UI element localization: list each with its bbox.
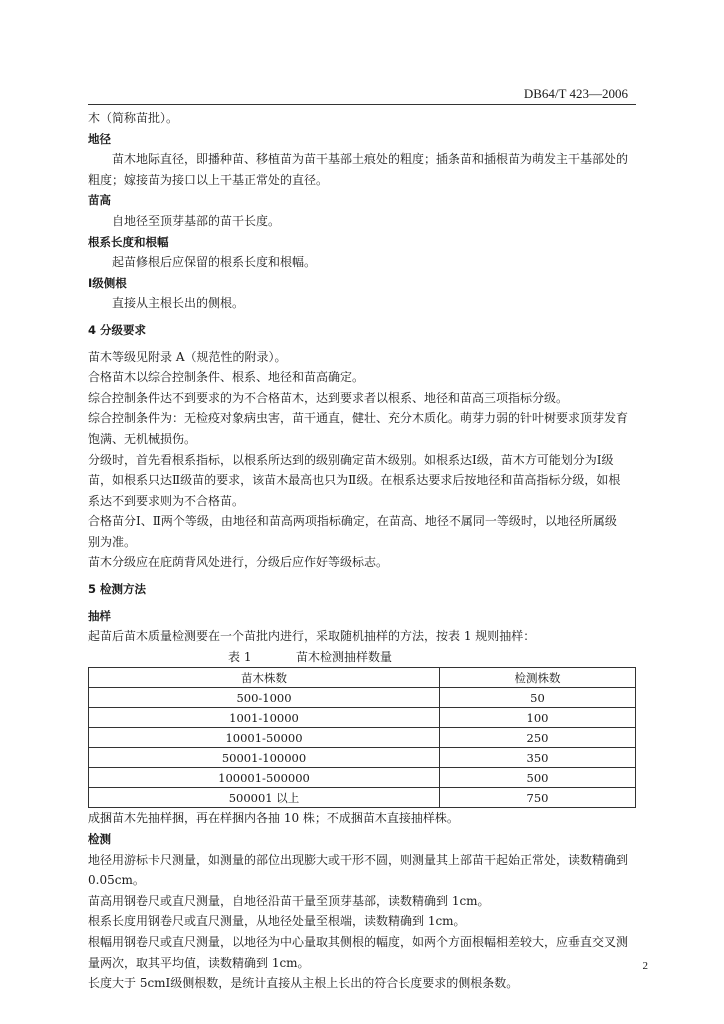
detection-line: 根幅用钢卷尺或直尺测量，以地径为中心量取其侧根的幅度，如两个方面根幅相差较大，应垂直交叉测 (88, 935, 629, 949)
document-body (88, 108, 658, 994)
term-definition-line: 直接从主根长出的侧根。 (112, 296, 245, 311)
table-cell: 250 (440, 728, 636, 748)
detection-line: 地径用游标卡尺测量，如测量的部位出现膨大或干形不圆，则测量其上部苗干起始正常处，读数精确到 (88, 852, 629, 867)
table-cell: 500001 以上 (89, 788, 440, 808)
section-line: 综合控制条件达不到要求的为不合格苗木，达到要求者以根系、地径和苗高三项指标分级。 (88, 390, 569, 405)
paragraph: 木（简称苗批）。 (88, 111, 179, 125)
table-cell: 1001-10000 (89, 708, 440, 728)
term-title-lateral-root: Ⅰ级侧根 (88, 275, 127, 290)
subsection-title-sampling: 抽样 (88, 608, 111, 623)
section-line: 分级时，首先看根系指标，以根系所达到的级别确定苗木级别。如根系达Ⅰ级，苗木方可能划分为Ⅰ级 (88, 452, 614, 467)
table-cell: 100 (440, 708, 636, 728)
table-header-cell: 检测株数 (440, 668, 636, 688)
table-row (89, 688, 636, 708)
section-line: 别为准。 (88, 534, 137, 549)
subsection-title-detection: 检测 (88, 832, 111, 847)
header-rule (88, 104, 636, 105)
detection-line: 长度大于 5cmⅠ级侧根数，是统计直接从主根上长出的符合长度要求的侧根条数。 (88, 976, 519, 991)
table-row (89, 708, 636, 728)
section-line: 合格苗分Ⅰ、Ⅱ两个等级，由地径和苗高两项指标确定，在苗高、地径不属同一等级时，以地径所属级 (88, 514, 617, 529)
table-caption (88, 647, 658, 668)
section-heading-methods: 5 检测方法 (88, 582, 147, 597)
table-header-row (89, 668, 636, 688)
detection-line: 0.05cm。 (88, 873, 145, 888)
term-definition-line: 粗度；嫁接苗为接口以上干基正常处的直径。 (88, 172, 329, 187)
section-line: 苗木分级应在庇荫背风处进行，分级后应作好等级标志。 (88, 555, 389, 570)
table-cell: 500 (440, 768, 636, 788)
table-cell: 10001-50000 (89, 728, 440, 748)
table-cell: 750 (440, 788, 636, 808)
section-line: 综合控制条件为：无检疫对象病虫害，苗干通直，健壮、充分木质化。萌芽力弱的针叶树要求顶芽发育 (88, 411, 629, 426)
table-row (89, 748, 636, 768)
table-caption-number: 表 1 (228, 649, 252, 664)
table-cell: 500-1000 (89, 688, 440, 708)
section-line: 饱满、无机械损伤。 (88, 431, 197, 446)
table-header-cell: 苗木株数 (89, 668, 440, 688)
table-cell: 350 (440, 748, 636, 768)
table-caption-title: 苗木检测抽样数量 (296, 649, 393, 664)
section-heading-grading: 4 分级要求 (88, 322, 147, 337)
section-line: 苗木等级见附录 A（规范性的附录）。 (88, 349, 287, 364)
after-table-text: 成捆苗木先抽样捆，再在样捆内各抽 10 株；不成捆苗木直接抽样株。 (88, 811, 459, 826)
table-cell: 50001-100000 (89, 748, 440, 768)
term-title-diameter: 地径 (88, 131, 111, 146)
sampling-text: 起苗后苗木质量检测要在一个苗批内进行，采取随机抽样的方法，按表 1 规则抽样： (88, 629, 536, 644)
detection-line: 量两次，取其平均值，读数精确到 1cm。 (88, 955, 310, 970)
term-title-root: 根系长度和根幅 (88, 234, 169, 249)
detection-line: 苗高用钢卷尺或直尺测量，自地径沿苗干量至顶芽基部，读数精确到 1cm。 (88, 893, 490, 908)
document-header-code: DB64/T 423—2006 (523, 86, 628, 101)
page-number: 2 (642, 960, 648, 972)
section-line: 苗，如根系只达Ⅱ级苗的要求，该苗木最高也只为Ⅱ级。在根系达要求后按地径和苗高指标分级，如根 (88, 473, 621, 488)
term-definition-line: 起苗修根后应保留的根系长度和根幅。 (112, 255, 317, 270)
table-row (89, 788, 636, 808)
term-definition-line: 苗木地际直径，即播种苗、移植苗为苗干基部土痕处的粗度；插条苗和插根苗为萌发主干基部处的 (112, 152, 629, 167)
term-title-height: 苗高 (88, 193, 111, 208)
table-cell: 50 (440, 688, 636, 708)
table-cell: 100001-500000 (89, 768, 440, 788)
sampling-table (88, 667, 636, 808)
detection-line: 根系长度用钢卷尺或直尺测量，从地径处量至根端，读数精确到 1cm。 (88, 914, 466, 929)
table-row (89, 768, 636, 788)
section-line: 合格苗木以综合控制条件、根系、地径和苗高确定。 (88, 370, 365, 385)
term-definition-line: 自地径至顶芽基部的苗干长度。 (112, 213, 281, 228)
section-line: 系达不到要求则为不合格苗。 (88, 493, 245, 508)
table-row (89, 728, 636, 748)
